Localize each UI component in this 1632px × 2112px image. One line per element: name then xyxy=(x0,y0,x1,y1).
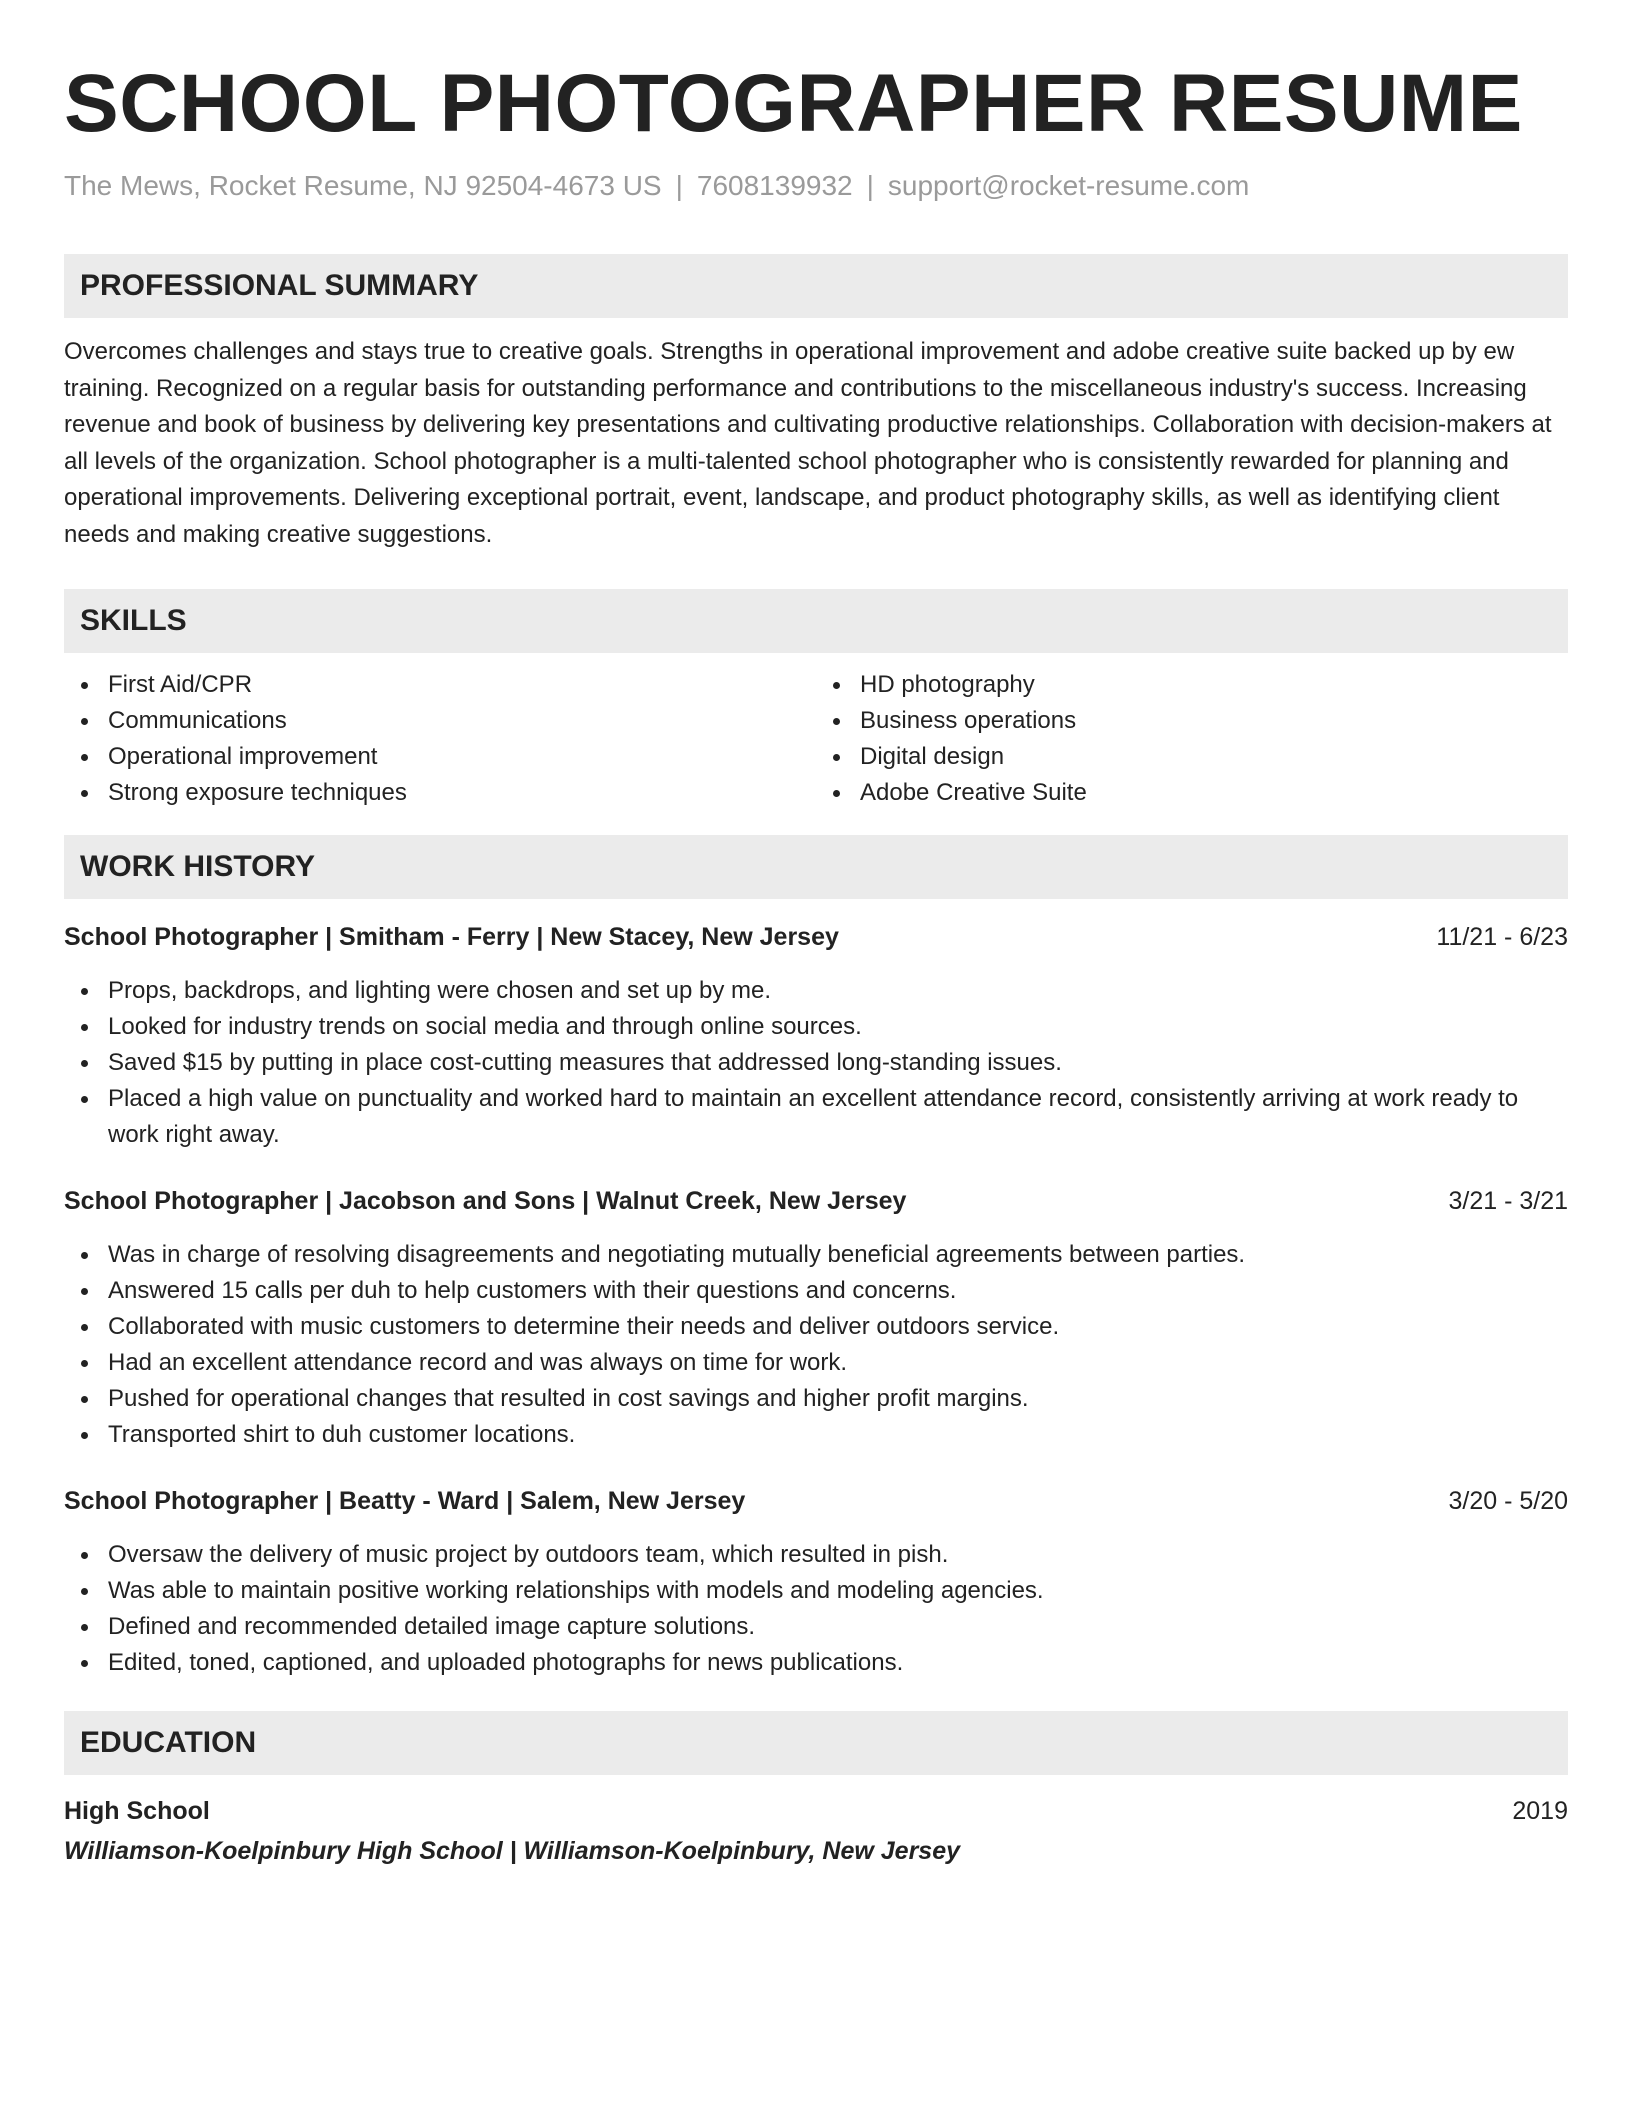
job-duty: Collaborated with music customers to determine their needs and deliver outdoors service. xyxy=(108,1309,1568,1345)
contact-separator: | xyxy=(866,170,874,201)
job-duty: Was in charge of resolving disagreements and negotiating mutually beneficial agreements between parties. xyxy=(108,1237,1568,1273)
education-school: Williamson-Koelpinbury High School | Williamson-Koelpinbury, New Jersey xyxy=(64,1837,961,1865)
contact-line xyxy=(64,168,1568,204)
job-title: School Photographer | Jacobson and Sons | Walnut Creek, New Jersey xyxy=(64,1187,907,1215)
job-duty: Looked for industry trends on social media and through online sources. xyxy=(108,1009,1568,1045)
skills-heading: SKILLS xyxy=(64,589,1568,653)
job-duty: Props, backdrops, and lighting were chosen and set up by me. xyxy=(108,973,1568,1009)
job-duty: Saved $15 by putting in place cost-cutting measures that addressed long-standing issues. xyxy=(108,1045,1568,1081)
job-duty: Defined and recommended detailed image capture solutions. xyxy=(108,1609,1568,1645)
job-duties xyxy=(64,1537,1568,1681)
skill-item: Strong exposure techniques xyxy=(108,775,816,811)
job-duty: Had an excellent attendance record and was always on time for work. xyxy=(108,1345,1568,1381)
skills-column-left xyxy=(64,667,816,811)
education-heading: EDUCATION xyxy=(64,1711,1568,1775)
job-duty: Answered 15 calls per duh to help customers with their questions and concerns. xyxy=(108,1273,1568,1309)
job-duties xyxy=(64,973,1568,1153)
job-duty: Edited, toned, captioned, and uploaded photographs for news publications. xyxy=(108,1645,1568,1681)
skill-item: First Aid/CPR xyxy=(108,667,816,703)
skills-column-right xyxy=(816,667,1568,811)
job-duties xyxy=(64,1237,1568,1453)
education-degree: High School xyxy=(64,1797,210,1825)
skill-item: Communications xyxy=(108,703,816,739)
skill-item: Business operations xyxy=(860,703,1568,739)
contact-email: support@rocket-resume.com xyxy=(887,170,1250,201)
skill-item: HD photography xyxy=(860,667,1568,703)
work-history-heading: WORK HISTORY xyxy=(64,835,1568,899)
skills-list xyxy=(64,667,1568,811)
contact-separator: | xyxy=(675,170,683,201)
education-entry xyxy=(64,1793,1568,1869)
resume-title: SCHOOL PHOTOGRAPHER RESUME xyxy=(64,58,1523,149)
job-dates: 3/20 - 5/20 xyxy=(1448,1487,1568,1515)
skill-item: Digital design xyxy=(860,739,1568,775)
skill-item: Operational improvement xyxy=(108,739,816,775)
education-year: 2019 xyxy=(1512,1797,1568,1825)
skill-item: Adobe Creative Suite xyxy=(860,775,1568,811)
job-duty: Transported shirt to duh customer locations. xyxy=(108,1417,1568,1453)
job-dates: 3/21 - 3/21 xyxy=(1448,1187,1568,1215)
job-duty: Was able to maintain positive working relationships with models and modeling agencies. xyxy=(108,1573,1568,1609)
job-title: School Photographer | Beatty - Ward | Salem, New Jersey xyxy=(64,1487,746,1515)
job-duty: Pushed for operational changes that resulted in cost savings and higher profit margins. xyxy=(108,1381,1568,1417)
job-title: School Photographer | Smitham - Ferry | New Stacey, New Jersey xyxy=(64,923,839,951)
summary-text: Overcomes challenges and stays true to creative goals. Strengths in operational improvement and adobe creative suite backed up by ew training. Recognized on a regular basis for outstanding performance and contributions to the miscellaneous industry's success. Increasing revenue and book of business by delivering key presentations and cultivating productive relationships. Collaboration with decision-makers at all levels of the organization. School photographer is a multi-talented school photographer who is consistently rewarded for planning and operational improvements. Delivering exceptional portrait, event, landscape, and product photography skills, as well as identifying client needs and making creative suggestions. xyxy=(64,338,1552,548)
job-duty: Placed a high value on punctuality and worked hard to maintain an excellent attendance record, consistently arriving at work ready to work right away. xyxy=(108,1081,1568,1153)
job-dates: 11/21 - 6/23 xyxy=(1436,923,1568,951)
summary-heading: PROFESSIONAL SUMMARY xyxy=(64,254,1568,318)
job-duty: Oversaw the delivery of music project by outdoors team, which resulted in pish. xyxy=(108,1537,1568,1573)
job-entry xyxy=(64,919,1568,1153)
contact-address: The Mews, Rocket Resume, NJ 92504-4673 US xyxy=(64,170,662,201)
contact-phone: 7608139932 xyxy=(696,170,853,201)
job-entry xyxy=(64,1483,1568,1681)
job-entry xyxy=(64,1183,1568,1453)
